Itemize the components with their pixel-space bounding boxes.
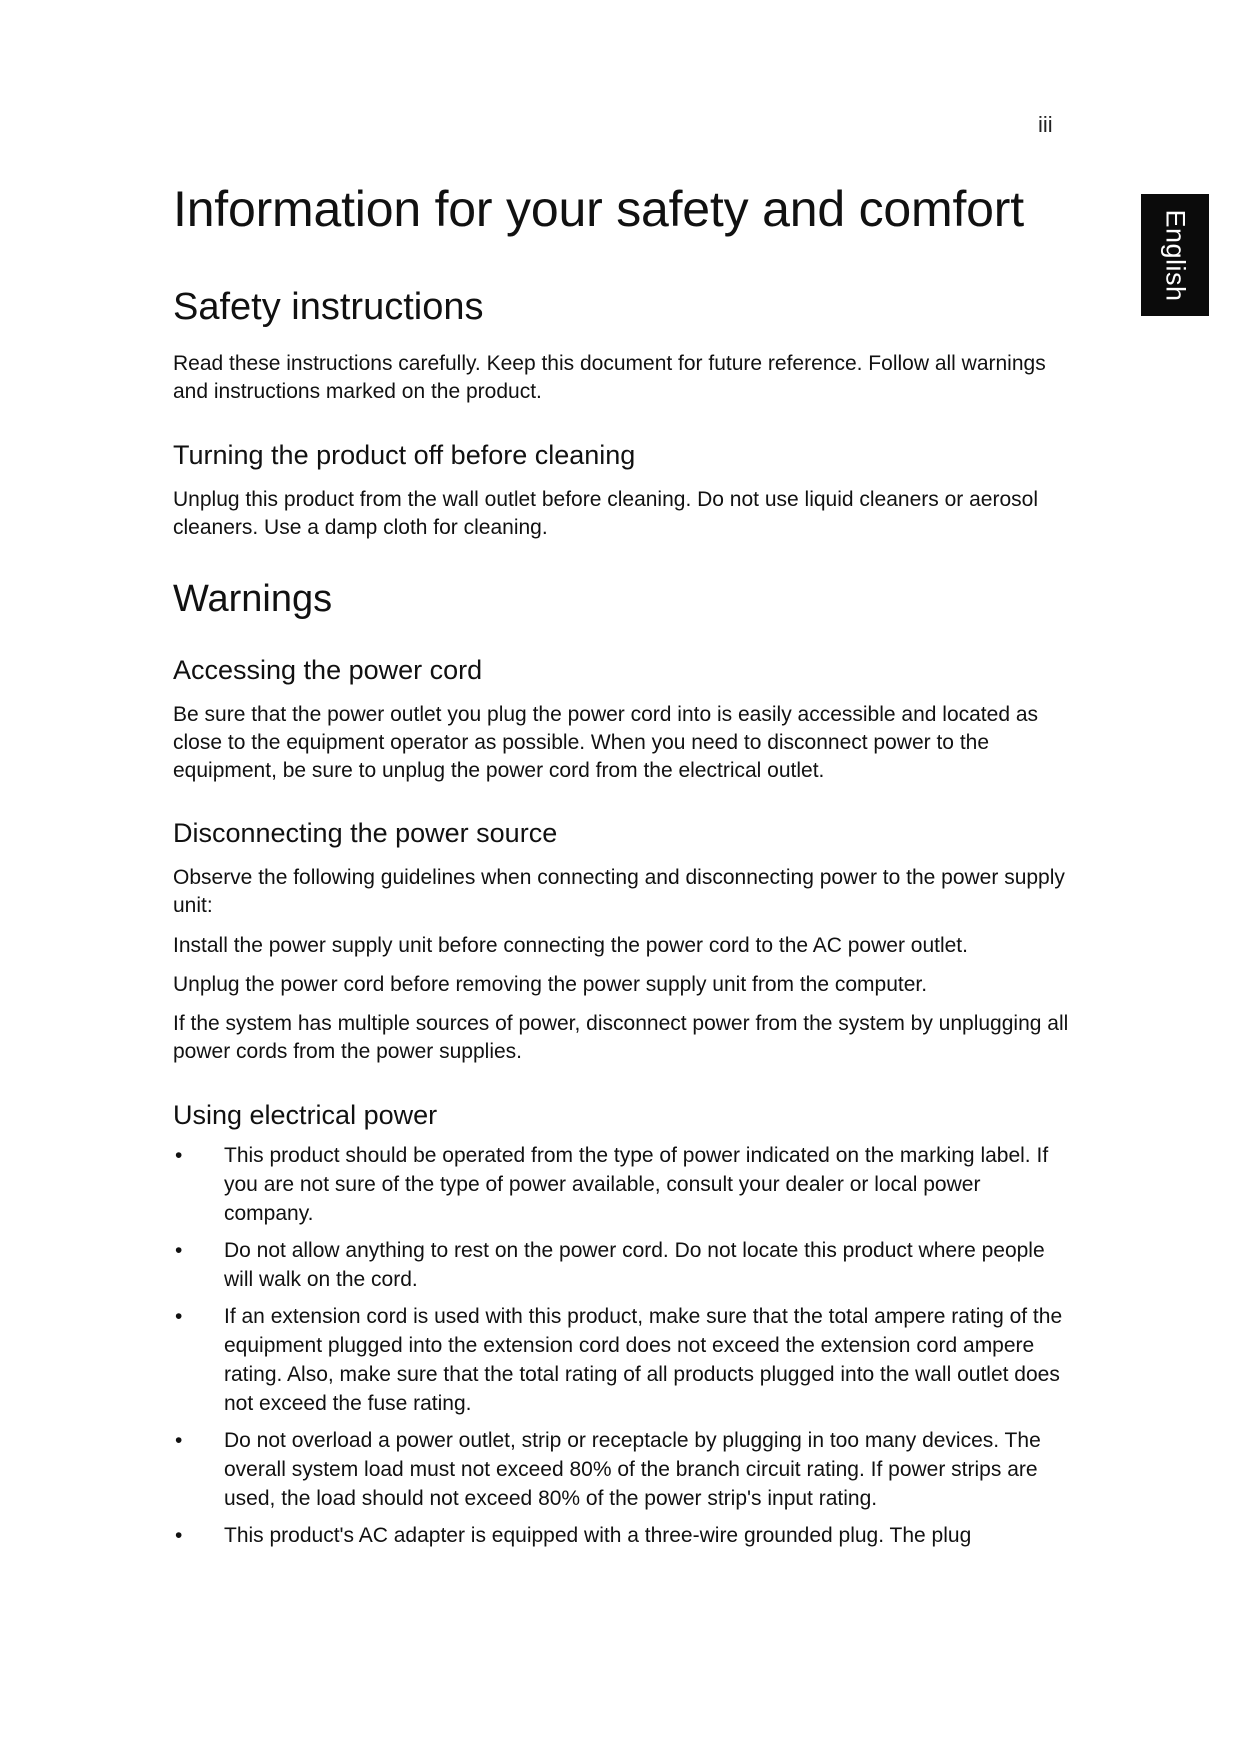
- power-cord-heading: Accessing the power cord: [173, 655, 483, 685]
- safety-instructions-heading: Safety instructions: [173, 286, 484, 328]
- bullet-icon: •: [175, 1144, 183, 1167]
- disconnecting-paragraph: Observe the following guidelines when connecting and disconnecting power to the power supply unit:: [173, 866, 1065, 917]
- bullet-icon: •: [175, 1429, 183, 1452]
- disconnecting-paragraph: If the system has multiple sources of power, disconnect power from the system by unplugging all power cords from the power supplies.: [173, 1012, 1069, 1063]
- page-number: iii: [1038, 112, 1053, 137]
- cleaning-paragraph: Unplug this product from the wall outlet before cleaning. Do not use liquid cleaners or aerosol cleaners. Use a damp cloth for cleaning.: [173, 488, 1038, 539]
- list-item-text: Do not overload a power outlet, strip or receptacle by plugging in too many devices. The overall system load must not exceed 80% of the branch circuit rating. If power strips are used, the load should not exceed 80% of the power strip's input rating.: [224, 1429, 1041, 1510]
- list-item-text: This product should be operated from the type of power indicated on the marking label. If you are not sure of the type of power available, consult your dealer or local power company.: [224, 1144, 1049, 1225]
- list-item-text: This product's AC adapter is equipped with a three-wire grounded plug. The plug: [224, 1524, 972, 1547]
- power-cord-paragraph: Be sure that the power outlet you plug the power cord into is easily accessible and located as close to the equipment operator as possible. When you need to disconnect power to the equipment, be sure to unplug the power cord from the electrical outlet.: [173, 703, 1039, 782]
- list-item: [173, 1302, 1073, 1418]
- list-item-text: If an extension cord is used with this product, make sure that the total ampere rating of the equipment plugged into the extension cord does not exceed the extension cord ampere rating. Also, make sure that the total rating of all products plugged into the wall outlet does not exceed the fuse rating.: [224, 1305, 1063, 1415]
- language-tab: [1141, 194, 1209, 316]
- list-item: [173, 1426, 1073, 1513]
- electrical-power-list: [173, 1141, 1073, 1558]
- bullet-icon: •: [175, 1239, 183, 1262]
- bullet-icon: •: [175, 1305, 183, 1328]
- page-title: Information for your safety and comfort: [173, 181, 1024, 237]
- list-item: [173, 1236, 1073, 1294]
- cleaning-heading: Turning the product off before cleaning: [173, 440, 636, 470]
- disconnecting-heading: Disconnecting the power source: [173, 818, 558, 848]
- list-item: [173, 1141, 1073, 1228]
- safety-intro-paragraph: Read these instructions carefully. Keep this document for future reference. Follow all warnings and instructions marked on the product.: [173, 352, 1046, 403]
- warnings-heading: Warnings: [173, 578, 333, 620]
- list-item-text: Do not allow anything to rest on the power cord. Do not locate this product where people will walk on the cord.: [224, 1239, 1045, 1291]
- language-tab-label: English: [1160, 208, 1191, 302]
- electrical-power-heading: Using electrical power: [173, 1100, 438, 1130]
- list-item: [173, 1521, 1073, 1550]
- disconnecting-paragraph: Unplug the power cord before removing the power supply unit from the computer.: [173, 973, 928, 996]
- disconnecting-paragraph: Install the power supply unit before connecting the power cord to the AC power outlet.: [173, 934, 968, 957]
- bullet-icon: •: [175, 1524, 183, 1547]
